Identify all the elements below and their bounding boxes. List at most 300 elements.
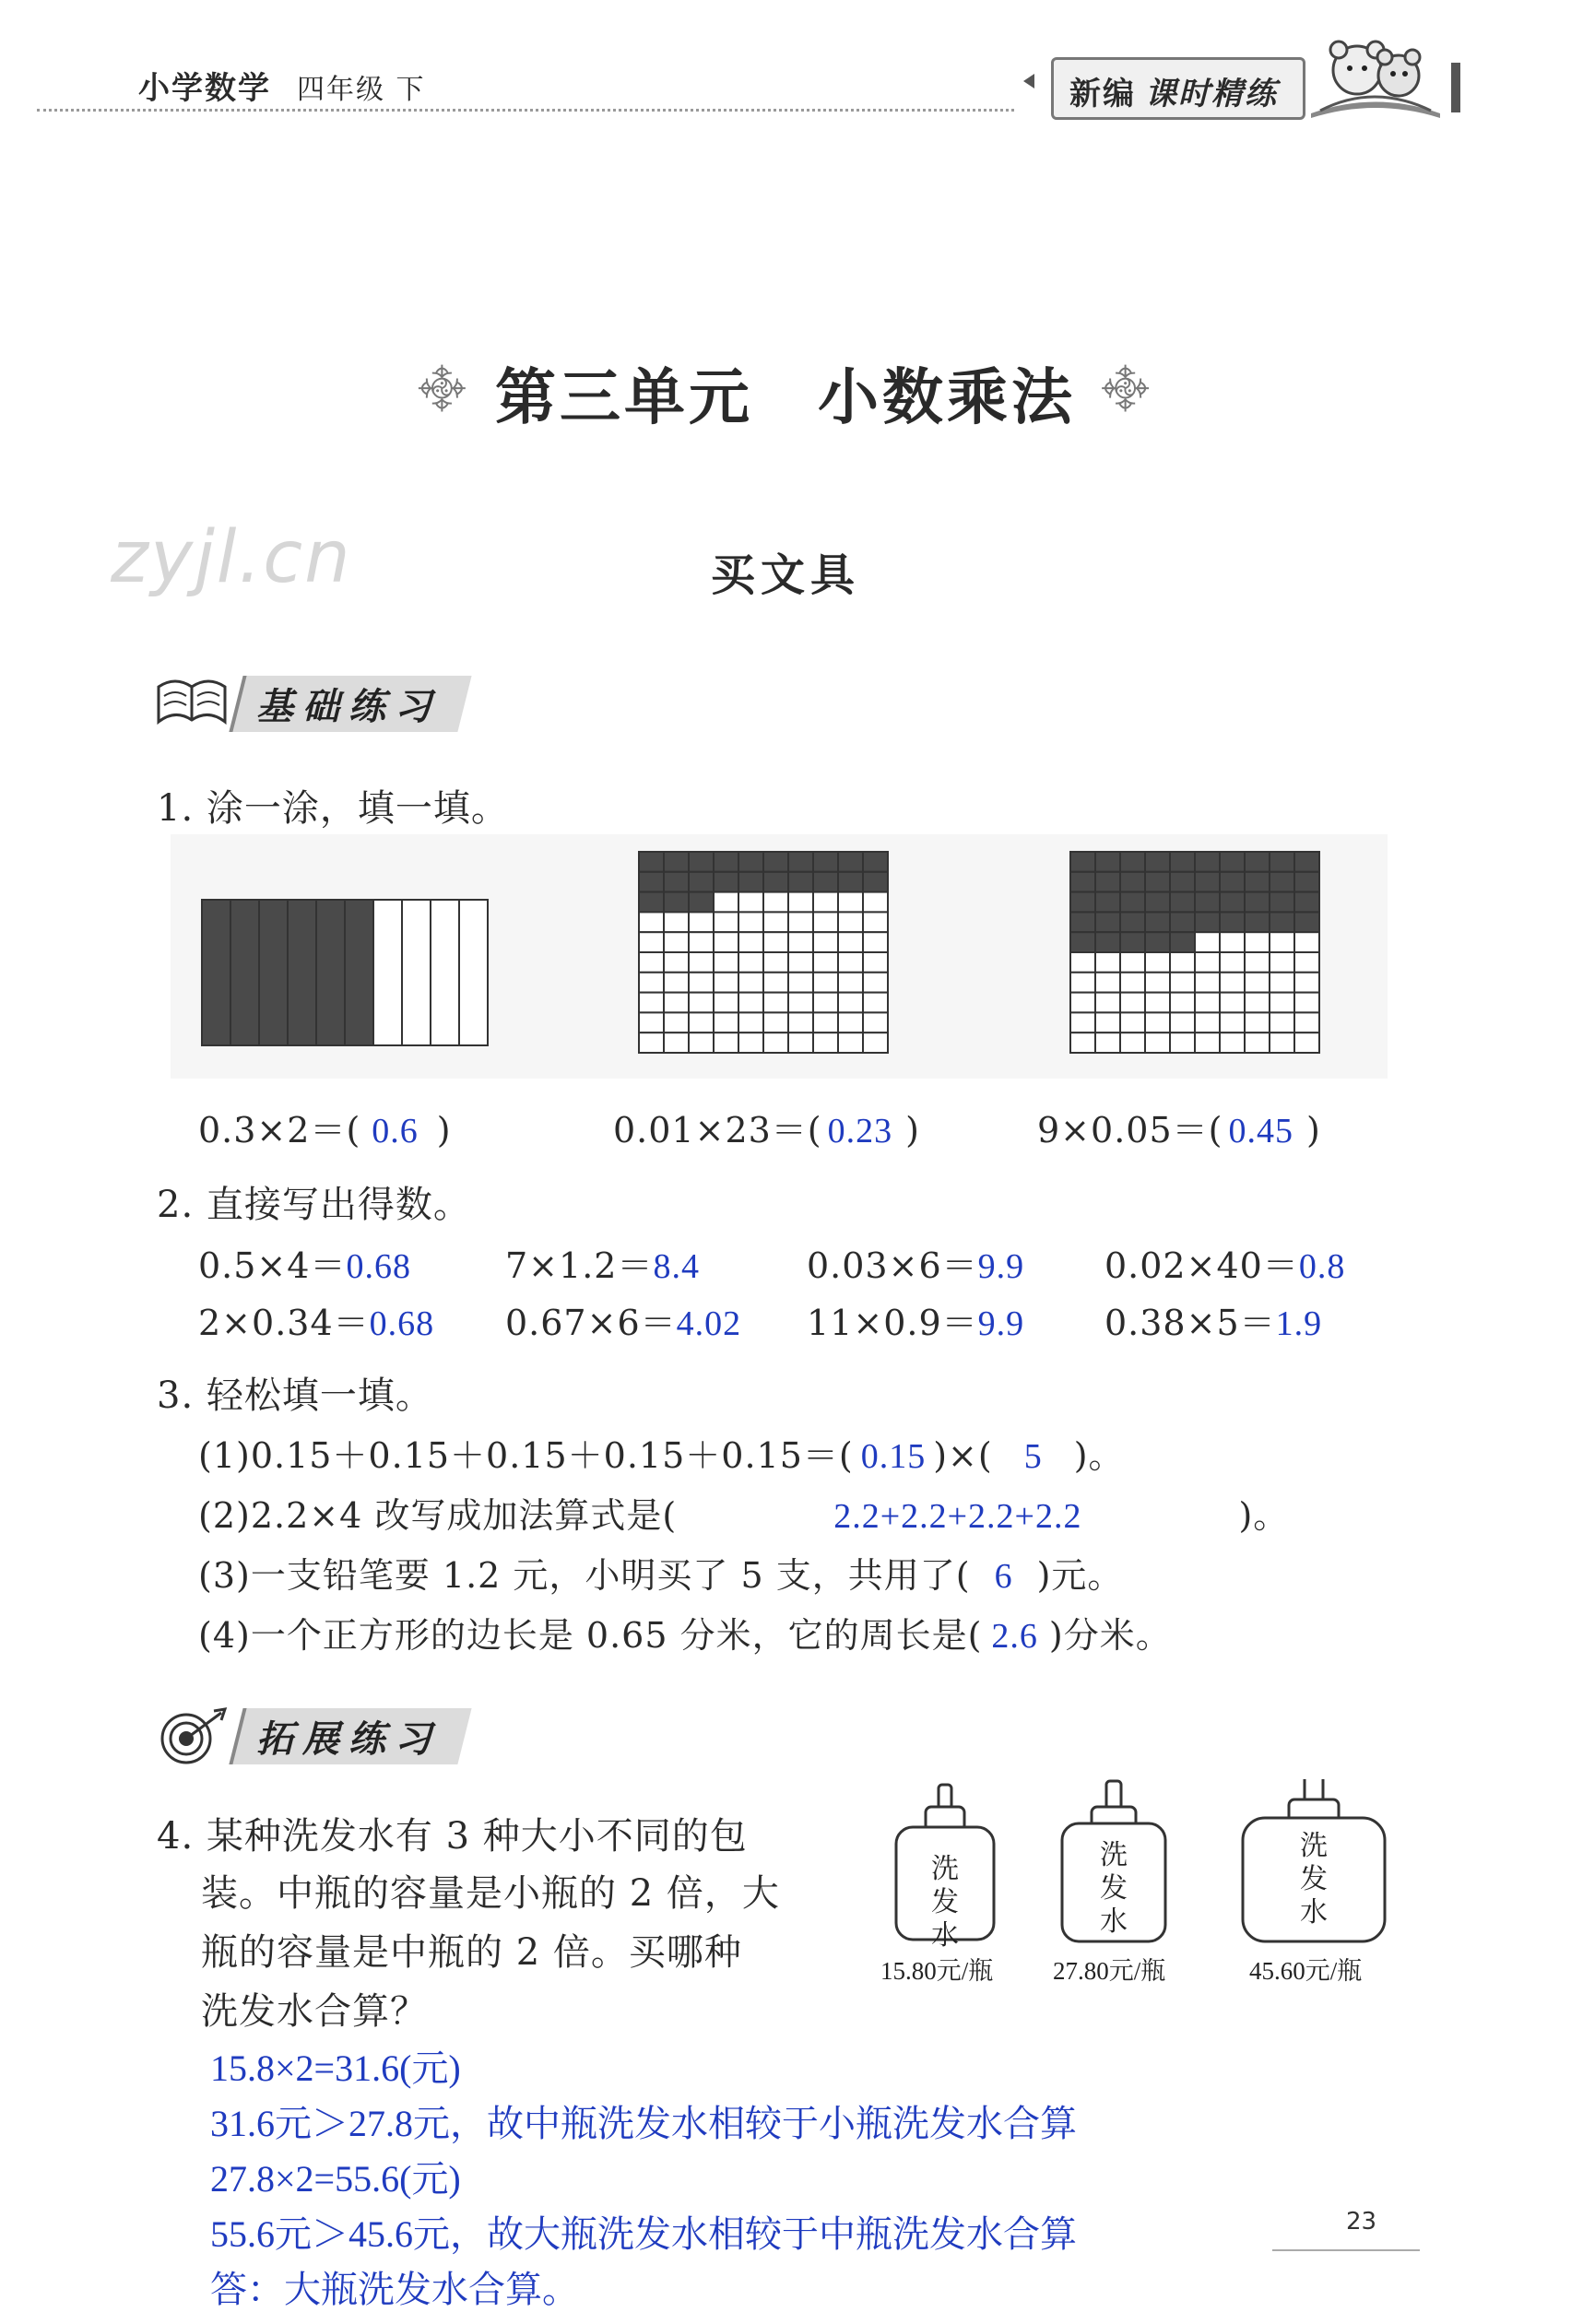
grid-cell — [1245, 932, 1270, 952]
grid-cell-shaded — [714, 852, 738, 872]
grid-cell — [664, 993, 689, 1013]
grid-cell-shaded — [1294, 852, 1319, 872]
grid-cell-shaded — [1070, 872, 1095, 892]
q3-p2-post: )。 — [1238, 1495, 1290, 1536]
grid-cell — [813, 932, 838, 952]
grid-cell-shaded — [1120, 872, 1145, 892]
grid-cell-shaded — [1245, 852, 1270, 872]
q2-answer: 1.9 — [1275, 1304, 1323, 1343]
grid-cell — [1145, 993, 1170, 1013]
q4-line4: 洗发水合算？ — [201, 1990, 428, 2033]
grid-cell-shaded — [738, 872, 763, 892]
q4-solution-1: 15.8×2=31.6(元) — [210, 2047, 461, 2089]
grid-cell-shaded — [639, 852, 664, 872]
grid-cell — [1220, 932, 1245, 952]
section-ext-label: 拓展练习 — [256, 1717, 441, 1761]
grid-cell — [714, 1012, 738, 1032]
q2-answer: 9.9 — [977, 1247, 1025, 1286]
grid-cell-shaded — [1145, 892, 1170, 913]
q2-expr: 7×1.2＝ — [505, 1245, 654, 1286]
grid-cell — [1145, 1032, 1170, 1053]
grid-cell-shaded — [1120, 892, 1145, 913]
grid-cell — [1195, 952, 1220, 973]
grid-cell — [763, 1032, 788, 1053]
grid-cell — [1070, 1032, 1095, 1053]
strip — [373, 900, 402, 1045]
grid-cell — [714, 952, 738, 973]
grid-cell — [788, 973, 813, 993]
grid-cell — [1270, 952, 1294, 973]
grid-cell — [1195, 932, 1220, 952]
grid-cell — [1170, 973, 1195, 993]
q2-item — [807, 1294, 1024, 1345]
grid-cell-shaded — [1270, 892, 1294, 913]
grid-cell — [639, 932, 664, 952]
grid-cell-shaded — [1245, 912, 1270, 932]
grid-cell-shaded — [863, 872, 888, 892]
q1-eq3 — [1037, 1102, 1321, 1152]
q1-figure-grid-23 — [638, 851, 892, 1056]
grid-cell — [1220, 973, 1245, 993]
chapter-title — [0, 327, 1571, 478]
grid-cell — [1270, 1032, 1294, 1053]
grid-cell — [838, 892, 863, 913]
q2-expr: 0.67×6＝ — [505, 1303, 677, 1343]
grid-cell-shaded — [1095, 892, 1120, 913]
header-brand — [1069, 68, 1278, 113]
q3-p4-answer: 2.6 — [991, 1617, 1038, 1656]
grid-cell-shaded — [714, 872, 738, 892]
watermark: zyjl.cn — [111, 516, 352, 599]
grid-cell-shaded — [788, 872, 813, 892]
grid-cell — [689, 1012, 714, 1032]
swirl-left-icon: ࿇ — [417, 355, 471, 418]
q2-expr: 0.5×4＝ — [198, 1245, 347, 1286]
grid-cell-shaded — [664, 872, 689, 892]
grid-cell-shaded — [1120, 912, 1145, 932]
q3-p1-answer-2: 5 — [1023, 1437, 1043, 1476]
grid-cell-shaded — [813, 852, 838, 872]
grid-cell — [714, 892, 738, 913]
grid-cell-shaded — [1120, 852, 1145, 872]
grid-cell-shaded — [1070, 912, 1095, 932]
header-dotted-rule — [37, 109, 1014, 112]
grid-cell-shaded — [1294, 892, 1319, 913]
header-subject — [138, 63, 426, 108]
grid-cell — [639, 1012, 664, 1032]
q2-answer: 8.4 — [653, 1247, 700, 1286]
strip — [459, 900, 488, 1045]
grid-cell — [1245, 1012, 1270, 1032]
q1-eq2 — [613, 1102, 920, 1152]
grid-cell — [863, 973, 888, 993]
grid-cell-shaded — [689, 892, 714, 913]
grid-cell-shaded — [1170, 852, 1195, 872]
q2-item — [1104, 1294, 1322, 1345]
grid-cell — [1245, 993, 1270, 1013]
q4-solution-5: 答：大瓶洗发水合算。 — [210, 2269, 579, 2310]
swirl-right-icon: ࿇ — [1100, 355, 1154, 418]
grid-cell — [1170, 1032, 1195, 1053]
grid-cell — [738, 1012, 763, 1032]
grid-cell — [1120, 952, 1145, 973]
bottle-large-label: 洗 发 水 — [1300, 1830, 1328, 1929]
bear-book-icon — [1302, 26, 1449, 127]
grid-cell-shaded — [1220, 912, 1245, 932]
q1-stem: 1. 涂一涂，填一填。 — [157, 787, 509, 830]
grid-cell — [1294, 1032, 1319, 1053]
grid-cell-shaded — [788, 852, 813, 872]
grid-cell-shaded — [639, 872, 664, 892]
q3-p1-post: )。 — [1073, 1435, 1125, 1476]
grid-cell-shaded — [738, 852, 763, 872]
price-small: 15.80元/瓶 — [880, 1957, 994, 1985]
grid-cell — [738, 912, 763, 932]
header-subject-label: 小学数学 — [138, 70, 271, 107]
grid-cell-shaded — [1294, 912, 1319, 932]
grid-cell — [1145, 973, 1170, 993]
section-basic-label: 基础练习 — [256, 685, 441, 728]
q1-eq1-answer: 0.6 — [372, 1112, 419, 1150]
grid-cell — [714, 932, 738, 952]
grid-cell — [863, 1032, 888, 1053]
section-basic-banner — [155, 675, 465, 732]
q3-p1-answer-1: 0.15 — [860, 1437, 927, 1476]
q3-p3-post: )元。 — [1036, 1555, 1124, 1596]
grid-cell — [838, 993, 863, 1013]
q2-item — [505, 1237, 700, 1288]
grid-cell — [838, 952, 863, 973]
grid-cell — [788, 932, 813, 952]
grid-cell-shaded — [1270, 872, 1294, 892]
grid-cell — [1294, 993, 1319, 1013]
strip-shaded — [316, 900, 345, 1045]
grid-cell — [714, 993, 738, 1013]
grid-cell — [788, 1012, 813, 1032]
grid-cell — [788, 912, 813, 932]
grid-cell-shaded — [1145, 872, 1170, 892]
page-number: 23 — [1346, 2208, 1377, 2236]
grid-cell — [1270, 993, 1294, 1013]
q3-p3-answer: 6 — [994, 1557, 1013, 1596]
grid-cell — [1294, 932, 1319, 952]
q1-figure-grid-45 — [1069, 851, 1324, 1056]
grid-cell — [689, 932, 714, 952]
grid-cell — [689, 952, 714, 973]
grid-cell — [1095, 993, 1120, 1013]
q2-answer: 9.9 — [977, 1304, 1025, 1343]
grid-cell-shaded — [1245, 872, 1270, 892]
q1-eq2-post: ) — [905, 1110, 920, 1150]
q2-item — [807, 1237, 1024, 1288]
grid-cell-shaded — [1095, 872, 1120, 892]
grid-cell-shaded — [664, 852, 689, 872]
grid-cell — [664, 1012, 689, 1032]
grid-cell — [863, 993, 888, 1013]
grid-cell — [1294, 973, 1319, 993]
grid-cell — [714, 973, 738, 993]
grid-cell — [1095, 1012, 1120, 1032]
grid-cell — [763, 892, 788, 913]
strip-shaded — [230, 900, 259, 1045]
grid-cell-shaded — [1095, 932, 1120, 952]
q2-expr: 0.03×6＝ — [807, 1245, 978, 1286]
grid-cell — [1170, 993, 1195, 1013]
q3-p2-answer: 2.2+2.2+2.2+2.2 — [833, 1497, 1082, 1536]
grid-cell — [689, 993, 714, 1013]
grid-cell — [1245, 1032, 1270, 1053]
grid-cell-shaded — [1245, 892, 1270, 913]
grid-cell-shaded — [1170, 892, 1195, 913]
grid-cell-shaded — [1095, 912, 1120, 932]
grid-cell — [788, 1032, 813, 1053]
open-book-icon — [155, 676, 229, 731]
grid-cell — [838, 1032, 863, 1053]
grid-cell-shaded — [639, 892, 664, 913]
grid-cell — [813, 892, 838, 913]
grid-cell — [788, 952, 813, 973]
grid-cell-shaded — [1270, 912, 1294, 932]
grid-cell — [1245, 952, 1270, 973]
grid-cell — [813, 993, 838, 1013]
q1-eq2-pre: 0.01×23＝( — [613, 1110, 822, 1150]
grid-cell — [1145, 1012, 1170, 1032]
grid-cell-shaded — [763, 852, 788, 872]
q3-p4-pre: (4)一个正方形的边长是 0.65 分米，它的周长是( — [198, 1615, 983, 1656]
grid-cell-shaded — [1270, 852, 1294, 872]
grid-cell-shaded — [689, 872, 714, 892]
grid-cell-shaded — [1145, 912, 1170, 932]
grid-cell — [714, 1032, 738, 1053]
grid-cell — [1120, 993, 1145, 1013]
q1-eq3-answer: 0.45 — [1228, 1112, 1293, 1150]
strip — [431, 900, 459, 1045]
grid-cell — [1070, 993, 1095, 1013]
grid-cell-shaded — [838, 872, 863, 892]
q4-solution-4: 55.6元＞45.6元，故大瓶洗发水相较于中瓶洗发水合算 — [210, 2213, 1077, 2255]
grid-cell — [738, 952, 763, 973]
grid-cell-shaded — [1220, 872, 1245, 892]
grid-cell-shaded — [1120, 932, 1145, 952]
grid-cell — [1270, 973, 1294, 993]
price-large: 45.60元/瓶 — [1249, 1957, 1363, 1985]
grid-cell — [1145, 952, 1170, 973]
grid-cell — [763, 1012, 788, 1032]
q2-expr: 2×0.34＝ — [198, 1303, 370, 1343]
q3-p1-pre: (1)0.15＋0.15＋0.15＋0.15＋0.15＝( — [198, 1435, 854, 1476]
grid-cell — [763, 993, 788, 1013]
grid-cell-shaded — [1095, 852, 1120, 872]
grid-cell — [813, 1032, 838, 1053]
grid-cell — [788, 993, 813, 1013]
grid-cell — [813, 912, 838, 932]
grid-cell-shaded — [763, 872, 788, 892]
grid-cell-shaded — [1170, 872, 1195, 892]
section-ext-banner — [155, 1707, 465, 1764]
grid-cell — [664, 912, 689, 932]
grid-cell — [639, 952, 664, 973]
strip-shaded — [345, 900, 373, 1045]
grid-cell-shaded — [1195, 912, 1220, 932]
header-brand-2: 课时精练 — [1145, 76, 1278, 112]
q3-p1-mid: )×( — [933, 1435, 993, 1476]
grid-cell — [863, 932, 888, 952]
grid-cell-shaded — [1070, 852, 1095, 872]
grid-cell — [863, 912, 888, 932]
grid-cell — [1220, 1012, 1245, 1032]
q2-item — [505, 1294, 741, 1345]
grid-cell — [763, 952, 788, 973]
q2-stem: 2. 直接写出得数。 — [157, 1184, 471, 1226]
grid-cell — [1220, 993, 1245, 1013]
grid-cell — [738, 993, 763, 1013]
strip-shaded — [259, 900, 288, 1045]
grid-cell — [1095, 973, 1120, 993]
page-footer-line — [1272, 2249, 1420, 2251]
grid-cell-shaded — [1145, 852, 1170, 872]
price-medium: 27.80元/瓶 — [1053, 1957, 1166, 1985]
grid-cell-shaded — [689, 852, 714, 872]
bottle-small-label: 洗 发 水 — [931, 1853, 959, 1952]
grid-cell-shaded — [1195, 872, 1220, 892]
grid-cell-shaded — [664, 892, 689, 913]
grid-cell-shaded — [1220, 852, 1245, 872]
q4-solution-2: 31.6元＞27.8元，故中瓶洗发水相较于小瓶洗发水合算 — [210, 2103, 1077, 2144]
chapter-title-1: 第三单元 — [495, 360, 753, 433]
grid-cell — [1220, 1032, 1245, 1053]
grid-cell-shaded — [1070, 892, 1095, 913]
q1-eq1-post: ) — [436, 1110, 452, 1150]
q4-line1: 4. 某种洗发水有 3 种大小不同的包 — [157, 1815, 748, 1858]
grid-cell — [639, 973, 664, 993]
grid-cell — [639, 1032, 664, 1053]
grid-cell-shaded — [1070, 932, 1095, 952]
q2-answer: 0.8 — [1298, 1247, 1346, 1286]
grid-cell-shaded — [838, 852, 863, 872]
grid-cell — [639, 912, 664, 932]
grid-cell — [664, 932, 689, 952]
q2-expr: 0.02×40＝ — [1104, 1245, 1299, 1286]
grid-cell-shaded — [1170, 932, 1195, 952]
grid-cell — [1270, 932, 1294, 952]
grid-cell — [1220, 952, 1245, 973]
grid-cell — [1070, 973, 1095, 993]
grid-cell — [1070, 1012, 1095, 1032]
grid-cell — [838, 973, 863, 993]
grid-cell — [1195, 973, 1220, 993]
grid-cell — [838, 1012, 863, 1032]
q2-answer: 4.02 — [676, 1304, 742, 1343]
grid-cell — [1195, 1032, 1220, 1053]
grid-cell-shaded — [1195, 892, 1220, 913]
grid-cell — [738, 1032, 763, 1053]
grid-cell — [1170, 952, 1195, 973]
q4-bottles — [885, 1779, 1438, 1945]
lesson-title: 买文具 — [710, 549, 860, 601]
header-brand-1: 新编 — [1069, 76, 1136, 112]
grid-cell-shaded — [1170, 912, 1195, 932]
q1-eq3-post: ) — [1305, 1110, 1321, 1150]
grid-cell — [1120, 973, 1145, 993]
q2-expr: 11×0.9＝ — [807, 1303, 978, 1343]
q4-line3: 瓶的容量是中瓶的 2 倍。买哪种 — [201, 1931, 742, 1974]
grid-cell — [1294, 1012, 1319, 1032]
target-icon — [155, 1707, 229, 1764]
grid-cell — [813, 1012, 838, 1032]
bottle-medium-label: 洗 发 水 — [1100, 1839, 1128, 1938]
q1-eq3-pre: 9×0.05＝( — [1037, 1110, 1223, 1150]
grid-cell — [763, 973, 788, 993]
grid-cell — [689, 973, 714, 993]
q3-part1 — [198, 1427, 1125, 1478]
grid-cell — [813, 952, 838, 973]
grid-cell — [763, 932, 788, 952]
grid-cell — [838, 912, 863, 932]
grid-cell — [1120, 1032, 1145, 1053]
q1-eq1-pre: 0.3×2＝( — [198, 1110, 361, 1150]
q3-stem: 3. 轻松填一填。 — [157, 1374, 433, 1417]
grid-cell — [639, 993, 664, 1013]
header-grade: 四年级 下 — [297, 74, 426, 106]
grid-cell — [1070, 952, 1095, 973]
q2-item — [198, 1237, 411, 1288]
grid-cell-shaded — [1220, 892, 1245, 913]
grid-cell-shaded — [1195, 852, 1220, 872]
q1-eq2-answer: 0.23 — [827, 1112, 893, 1150]
grid-cell — [1245, 973, 1270, 993]
q4-line2: 装。中瓶的容量是小瓶的 2 倍，大 — [201, 1872, 780, 1915]
grid-cell — [1170, 1012, 1195, 1032]
grid-cell — [664, 952, 689, 973]
grid-cell — [714, 912, 738, 932]
grid-cell — [863, 1012, 888, 1032]
q3-part3 — [198, 1547, 1123, 1598]
grid-cell-shaded — [813, 872, 838, 892]
q3-part4 — [198, 1607, 1172, 1657]
q3-p2-pre: (2)2.2×4 改写成加法算式是( — [198, 1495, 678, 1536]
grid-cell — [689, 912, 714, 932]
strip — [402, 900, 431, 1045]
grid-cell — [1195, 1012, 1220, 1032]
grid-cell — [1095, 1032, 1120, 1053]
grid-cell — [1294, 952, 1319, 973]
q1-figure-strips — [201, 899, 489, 1056]
q3-part2 — [198, 1487, 1289, 1538]
q2-item — [1104, 1237, 1345, 1288]
grid-cell — [788, 892, 813, 913]
grid-cell — [863, 892, 888, 913]
grid-cell — [1195, 993, 1220, 1013]
grid-cell — [664, 1032, 689, 1053]
grid-cell — [738, 932, 763, 952]
q3-p3-pre: (3)一支铅笔要 1.2 元，小明买了 5 支，共用了( — [198, 1555, 971, 1596]
strip-shaded — [202, 900, 230, 1045]
grid-cell — [1095, 952, 1120, 973]
q2-item — [198, 1294, 434, 1345]
grid-cell — [738, 973, 763, 993]
q2-answer: 0.68 — [369, 1304, 435, 1343]
grid-cell — [763, 912, 788, 932]
grid-cell — [689, 1032, 714, 1053]
grid-cell — [1120, 1012, 1145, 1032]
q2-expr: 0.38×5＝ — [1104, 1303, 1276, 1343]
grid-cell — [863, 952, 888, 973]
strip-shaded — [288, 900, 316, 1045]
grid-cell-shaded — [863, 852, 888, 872]
chapter-title-2: 小数乘法 — [818, 360, 1076, 433]
grid-cell — [838, 932, 863, 952]
grid-cell-shaded — [1145, 932, 1170, 952]
